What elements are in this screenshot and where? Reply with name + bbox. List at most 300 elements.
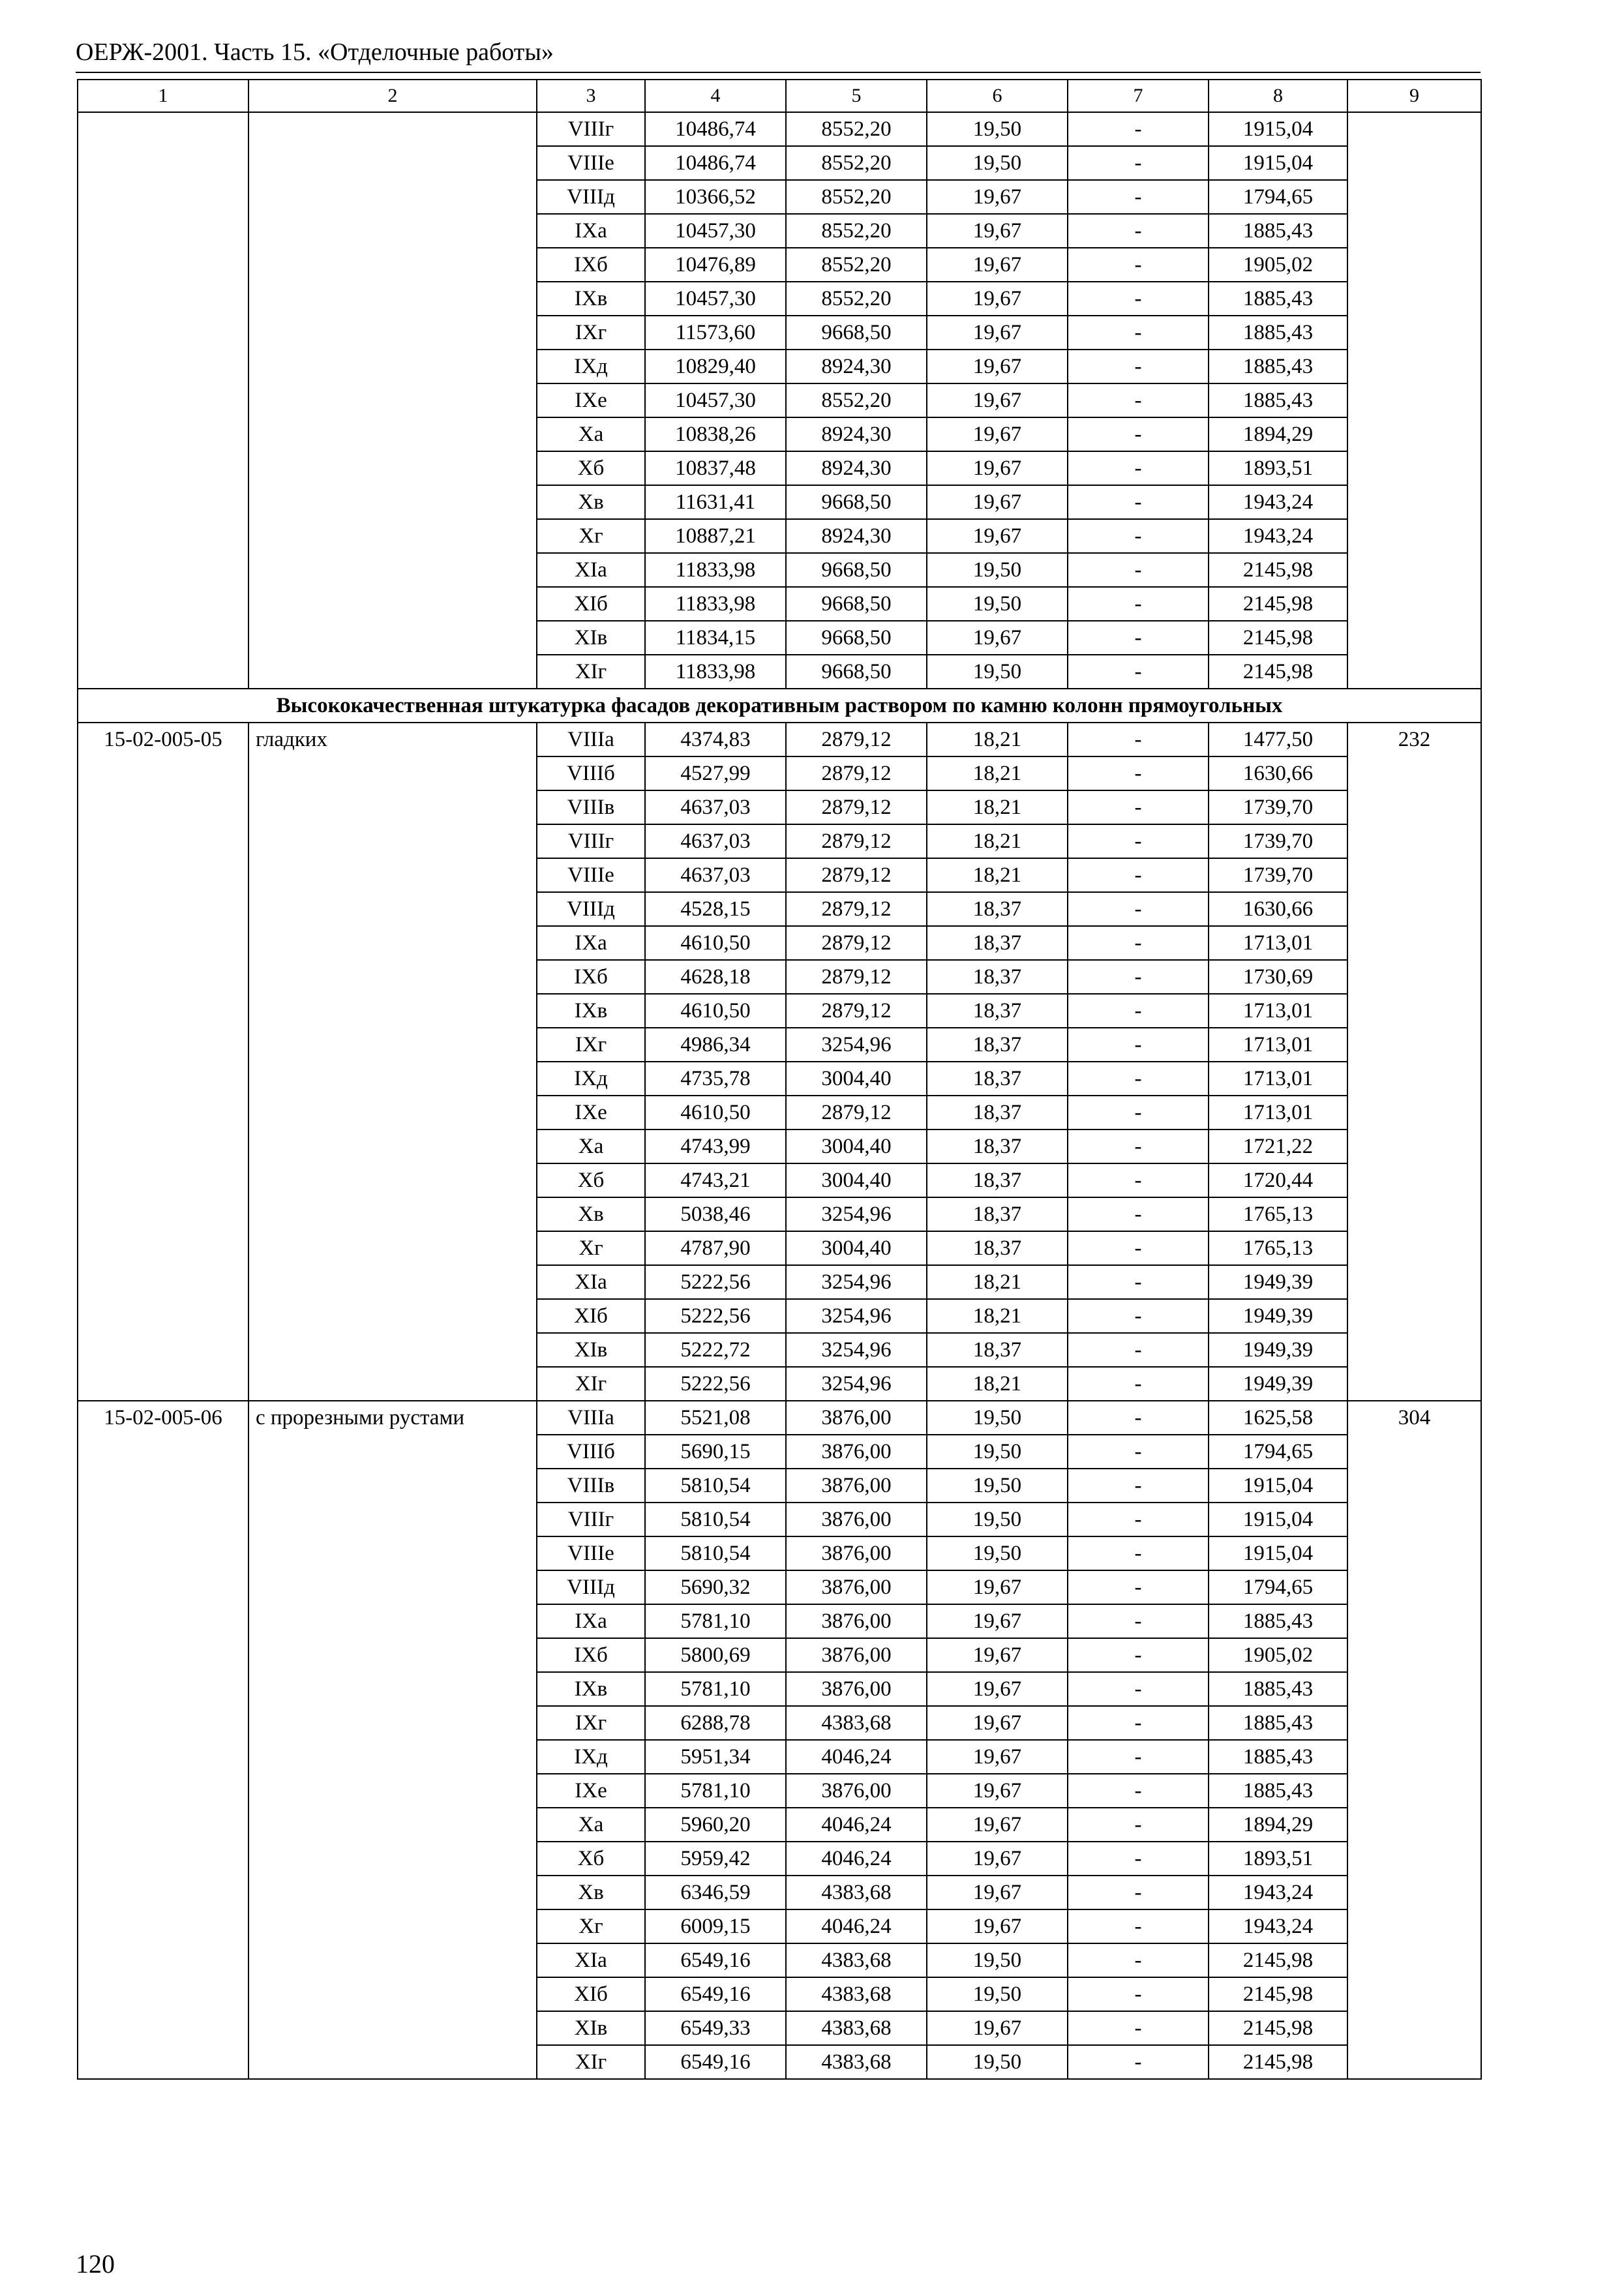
value-cell: 3004,40 (786, 1231, 927, 1265)
value-cell: - (1068, 1740, 1209, 1774)
value-cell: - (1068, 417, 1209, 451)
value-cell: 2879,12 (786, 756, 927, 790)
rates-table (77, 79, 1482, 2080)
value-cell: Xб (537, 1163, 645, 1197)
value-cell: - (1068, 1333, 1209, 1367)
value-cell: - (1068, 1570, 1209, 1604)
value-cell: 8552,20 (786, 214, 927, 248)
value-cell: 2879,12 (786, 790, 927, 824)
value-cell: 1943,24 (1209, 1876, 1347, 1909)
value-cell: 19,67 (927, 214, 1068, 248)
value-cell: 19,67 (927, 383, 1068, 417)
value-cell: 9668,50 (786, 655, 927, 689)
value-cell: 19,67 (927, 417, 1068, 451)
value-cell: 2145,98 (1209, 655, 1347, 689)
value-cell: 1949,39 (1209, 1299, 1347, 1333)
value-cell: 2145,98 (1209, 587, 1347, 621)
value-cell: 1949,39 (1209, 1265, 1347, 1299)
value-cell: 11833,98 (645, 655, 786, 689)
value-cell: XIг (537, 2045, 645, 2079)
value-cell: 18,37 (927, 1028, 1068, 1062)
value-cell: 19,50 (927, 112, 1068, 146)
value-cell: - (1068, 2045, 1209, 2079)
value-cell: 18,21 (927, 723, 1068, 756)
page-number: 120 (76, 2249, 115, 2279)
value-cell: 2879,12 (786, 1096, 927, 1130)
value-cell: 5038,46 (645, 1197, 786, 1231)
column-number-cell: 5 (786, 80, 927, 112)
value-cell: 18,37 (927, 1130, 1068, 1163)
value-cell: - (1068, 248, 1209, 282)
value-cell: - (1068, 1163, 1209, 1197)
value-cell: 2879,12 (786, 960, 927, 994)
value-cell: 1885,43 (1209, 350, 1347, 383)
value-cell: 19,67 (927, 1604, 1068, 1638)
value-cell: Xг (537, 519, 645, 553)
value-cell: 1893,51 (1209, 451, 1347, 485)
value-cell: 11834,15 (645, 621, 786, 655)
value-cell: 1915,04 (1209, 1503, 1347, 1536)
value-cell: 1730,69 (1209, 960, 1347, 994)
value-cell: 5781,10 (645, 1604, 786, 1638)
value-cell: Xб (537, 1842, 645, 1876)
value-cell: 4046,24 (786, 1909, 927, 1943)
value-cell: 1713,01 (1209, 926, 1347, 960)
value-cell: 5222,72 (645, 1333, 786, 1367)
value-cell: IXд (537, 1062, 645, 1096)
value-cell: 18,21 (927, 858, 1068, 892)
value-cell: 1720,44 (1209, 1163, 1347, 1197)
value-cell: 19,50 (927, 1536, 1068, 1570)
value-cell: 19,67 (927, 1638, 1068, 1672)
column-number-cell: 3 (537, 80, 645, 112)
rate-code-cell: 15-02-005-06 (78, 1401, 248, 2079)
value-cell: Xб (537, 451, 645, 485)
value-cell: - (1068, 1943, 1209, 1977)
value-cell: IXе (537, 1774, 645, 1808)
value-cell: Xг (537, 1909, 645, 1943)
value-cell: - (1068, 1706, 1209, 1740)
value-cell: 19,67 (927, 485, 1068, 519)
value-cell: 3876,00 (786, 1570, 927, 1604)
value-cell: 19,67 (927, 282, 1068, 316)
rate-code-cell (78, 112, 248, 689)
value-cell: 19,50 (927, 2045, 1068, 2079)
value-cell: 1794,65 (1209, 1570, 1347, 1604)
value-cell: - (1068, 994, 1209, 1028)
value-cell: Xа (537, 417, 645, 451)
value-cell: 8552,20 (786, 146, 927, 180)
value-cell: - (1068, 926, 1209, 960)
value-cell: 4610,50 (645, 1096, 786, 1130)
value-cell: 1625,58 (1209, 1401, 1347, 1435)
value-cell: - (1068, 1231, 1209, 1265)
value-cell: IXг (537, 1028, 645, 1062)
value-cell: 19,67 (927, 1706, 1068, 1740)
value-cell: 5800,69 (645, 1638, 786, 1672)
value-cell: 1630,66 (1209, 756, 1347, 790)
column-number-row (78, 80, 1481, 112)
value-cell: 19,50 (927, 553, 1068, 587)
value-cell: 4046,24 (786, 1842, 927, 1876)
value-cell: 1943,24 (1209, 519, 1347, 553)
value-cell: - (1068, 1808, 1209, 1842)
value-cell: - (1068, 1062, 1209, 1096)
value-cell: - (1068, 350, 1209, 383)
value-cell: 8552,20 (786, 112, 927, 146)
value-cell: 2145,98 (1209, 2011, 1347, 2045)
value-cell: - (1068, 451, 1209, 485)
value-cell: 1915,04 (1209, 112, 1347, 146)
value-cell: 18,37 (927, 1062, 1068, 1096)
value-cell: - (1068, 892, 1209, 926)
value-cell: 18,37 (927, 1333, 1068, 1367)
value-cell: 6549,16 (645, 2045, 786, 2079)
value-cell: IXа (537, 926, 645, 960)
value-cell: 3004,40 (786, 1062, 927, 1096)
value-cell: - (1068, 1299, 1209, 1333)
column-number-cell: 2 (248, 80, 537, 112)
value-cell: 3004,40 (786, 1130, 927, 1163)
value-cell: 18,21 (927, 790, 1068, 824)
value-cell: VIIIд (537, 1570, 645, 1604)
value-cell: VIIIе (537, 858, 645, 892)
value-cell: 6346,59 (645, 1876, 786, 1909)
value-cell: 1713,01 (1209, 1062, 1347, 1096)
value-cell: 3876,00 (786, 1604, 927, 1638)
value-cell: IXа (537, 214, 645, 248)
value-cell: 8924,30 (786, 350, 927, 383)
value-cell: 10457,30 (645, 383, 786, 417)
value-cell: 2879,12 (786, 824, 927, 858)
value-cell: 5222,56 (645, 1367, 786, 1401)
value-cell: - (1068, 1367, 1209, 1401)
value-cell: XIв (537, 621, 645, 655)
value-cell: 3876,00 (786, 1638, 927, 1672)
value-cell: 4383,68 (786, 1876, 927, 1909)
value-cell: 1885,43 (1209, 214, 1347, 248)
value-cell: - (1068, 858, 1209, 892)
value-cell: 6009,15 (645, 1909, 786, 1943)
value-cell: 3876,00 (786, 1435, 927, 1469)
value-cell: 1949,39 (1209, 1367, 1347, 1401)
value-cell: 4743,99 (645, 1130, 786, 1163)
value-cell: Xв (537, 1197, 645, 1231)
value-cell: 11631,41 (645, 485, 786, 519)
column-9-cell: 304 (1347, 1401, 1481, 2079)
value-cell: VIIIе (537, 1536, 645, 1570)
value-cell: 4383,68 (786, 2011, 927, 2045)
value-cell: 1949,39 (1209, 1333, 1347, 1367)
value-cell: 18,37 (927, 1163, 1068, 1197)
value-cell: XIб (537, 1977, 645, 2011)
value-cell: 18,37 (927, 1197, 1068, 1231)
value-cell: 2879,12 (786, 858, 927, 892)
value-cell: - (1068, 1096, 1209, 1130)
value-cell: 19,67 (927, 1672, 1068, 1706)
value-cell: 2879,12 (786, 926, 927, 960)
value-cell: IXг (537, 1706, 645, 1740)
value-cell: - (1068, 316, 1209, 350)
value-cell: IXв (537, 1672, 645, 1706)
value-cell: 18,21 (927, 1367, 1068, 1401)
value-cell: XIа (537, 553, 645, 587)
value-cell: 1739,70 (1209, 790, 1347, 824)
value-cell: XIа (537, 1265, 645, 1299)
value-cell: 1713,01 (1209, 994, 1347, 1028)
column-number-cell: 8 (1209, 80, 1347, 112)
value-cell: 11833,98 (645, 553, 786, 587)
value-cell: - (1068, 214, 1209, 248)
value-cell: 1915,04 (1209, 1469, 1347, 1503)
value-cell: 1765,13 (1209, 1231, 1347, 1265)
value-cell: 10457,30 (645, 214, 786, 248)
value-cell: 3004,40 (786, 1163, 927, 1197)
value-cell: 4046,24 (786, 1808, 927, 1842)
rate-code-cell: 15-02-005-05 (78, 723, 248, 1401)
value-cell: 19,67 (927, 1570, 1068, 1604)
value-cell: 18,37 (927, 994, 1068, 1028)
value-cell: 3254,96 (786, 1028, 927, 1062)
value-cell: 2145,98 (1209, 1977, 1347, 2011)
value-cell: - (1068, 1536, 1209, 1570)
value-cell: IXв (537, 282, 645, 316)
value-cell: 10486,74 (645, 112, 786, 146)
value-cell: - (1068, 485, 1209, 519)
value-cell: 11833,98 (645, 587, 786, 621)
value-cell: 4610,50 (645, 926, 786, 960)
value-cell: 1713,01 (1209, 1028, 1347, 1062)
value-cell: 10366,52 (645, 180, 786, 214)
value-cell: 4383,68 (786, 2045, 927, 2079)
value-cell: VIIIа (537, 723, 645, 756)
value-cell: XIа (537, 1943, 645, 1977)
value-cell: 3254,96 (786, 1299, 927, 1333)
value-cell: 4986,34 (645, 1028, 786, 1062)
value-cell: 19,50 (927, 1401, 1068, 1435)
value-cell: - (1068, 1028, 1209, 1062)
value-cell: 19,50 (927, 1943, 1068, 1977)
column-9-cell: 232 (1347, 723, 1481, 1401)
value-cell: 1885,43 (1209, 383, 1347, 417)
value-cell: 5781,10 (645, 1672, 786, 1706)
value-cell: - (1068, 383, 1209, 417)
value-cell: XIб (537, 587, 645, 621)
value-cell: - (1068, 1401, 1209, 1435)
value-cell: XIб (537, 1299, 645, 1333)
value-cell: - (1068, 1197, 1209, 1231)
section-title-row (78, 689, 1481, 723)
value-cell: 1721,22 (1209, 1130, 1347, 1163)
value-cell: IXа (537, 1604, 645, 1638)
column-9-cell (1347, 112, 1481, 689)
value-cell: 19,67 (927, 451, 1068, 485)
value-cell: 1794,65 (1209, 1435, 1347, 1469)
value-cell: - (1068, 112, 1209, 146)
value-cell: 19,67 (927, 1808, 1068, 1842)
value-cell: 19,50 (927, 1435, 1068, 1469)
value-cell: 4637,03 (645, 824, 786, 858)
value-cell: - (1068, 180, 1209, 214)
value-cell: 1885,43 (1209, 1740, 1347, 1774)
value-cell: 18,37 (927, 892, 1068, 926)
value-cell: 19,67 (927, 2011, 1068, 2045)
value-cell: 4637,03 (645, 790, 786, 824)
column-number-cell: 1 (78, 80, 248, 112)
value-cell: 10838,26 (645, 417, 786, 451)
value-cell: 1905,02 (1209, 248, 1347, 282)
work-name-cell: с прорезными рустами (248, 1401, 537, 2079)
value-cell: VIIIв (537, 790, 645, 824)
value-cell: 18,21 (927, 824, 1068, 858)
value-cell: 9668,50 (786, 485, 927, 519)
value-cell: 5810,54 (645, 1536, 786, 1570)
value-cell: VIIIг (537, 112, 645, 146)
value-cell: 1885,43 (1209, 1706, 1347, 1740)
value-cell: 1885,43 (1209, 282, 1347, 316)
value-cell: - (1068, 1977, 1209, 2011)
value-cell: 5960,20 (645, 1808, 786, 1842)
value-cell: 19,67 (927, 1909, 1068, 1943)
value-cell: - (1068, 587, 1209, 621)
value-cell: 5810,54 (645, 1469, 786, 1503)
value-cell: 8924,30 (786, 417, 927, 451)
value-cell: - (1068, 1130, 1209, 1163)
value-cell: 1905,02 (1209, 1638, 1347, 1672)
work-name-cell: гладких (248, 723, 537, 1401)
value-cell: - (1068, 1435, 1209, 1469)
value-cell: 2145,98 (1209, 553, 1347, 587)
value-cell: 3254,96 (786, 1367, 927, 1401)
value-cell: 1915,04 (1209, 146, 1347, 180)
value-cell: 1713,01 (1209, 1096, 1347, 1130)
value-cell: - (1068, 1503, 1209, 1536)
value-cell: VIIIд (537, 892, 645, 926)
value-cell: 6549,16 (645, 1977, 786, 2011)
value-cell: 3876,00 (786, 1536, 927, 1570)
value-cell: 4374,83 (645, 723, 786, 756)
value-cell: 19,67 (927, 1842, 1068, 1876)
value-cell: 9668,50 (786, 621, 927, 655)
value-cell: 1893,51 (1209, 1842, 1347, 1876)
column-number-cell: 7 (1068, 80, 1209, 112)
value-cell: VIIIа (537, 1401, 645, 1435)
value-cell: 19,50 (927, 1977, 1068, 2011)
value-cell: - (1068, 146, 1209, 180)
value-cell: Xа (537, 1130, 645, 1163)
value-cell: 2879,12 (786, 994, 927, 1028)
value-cell: 19,67 (927, 621, 1068, 655)
value-cell: 2879,12 (786, 892, 927, 926)
value-cell: 19,67 (927, 1774, 1068, 1808)
value-cell: 1630,66 (1209, 892, 1347, 926)
value-cell: 5959,42 (645, 1842, 786, 1876)
value-cell: IXб (537, 960, 645, 994)
value-cell: 5521,08 (645, 1401, 786, 1435)
page-header-title: ОЕРЖ-2001. Часть 15. «Отделочные работы» (76, 38, 554, 66)
value-cell: 3876,00 (786, 1469, 927, 1503)
value-cell: 19,50 (927, 587, 1068, 621)
value-cell: 2145,98 (1209, 2045, 1347, 2079)
value-cell: 18,21 (927, 1299, 1068, 1333)
value-cell: - (1068, 655, 1209, 689)
value-cell: - (1068, 519, 1209, 553)
value-cell: 1477,50 (1209, 723, 1347, 756)
value-cell: 1894,29 (1209, 1808, 1347, 1842)
value-cell: 19,67 (927, 180, 1068, 214)
value-cell: - (1068, 1774, 1209, 1808)
value-cell: - (1068, 723, 1209, 756)
value-cell: 4628,18 (645, 960, 786, 994)
value-cell: 5810,54 (645, 1503, 786, 1536)
value-cell: 10486,74 (645, 146, 786, 180)
value-cell: 1765,13 (1209, 1197, 1347, 1231)
value-cell: 4046,24 (786, 1740, 927, 1774)
column-number-cell: 4 (645, 80, 786, 112)
value-cell: 1943,24 (1209, 485, 1347, 519)
value-cell: - (1068, 1638, 1209, 1672)
value-cell: 18,37 (927, 1096, 1068, 1130)
value-cell: 2145,98 (1209, 1943, 1347, 1977)
value-cell: 19,67 (927, 1740, 1068, 1774)
value-cell: 9668,50 (786, 553, 927, 587)
value-cell: 10829,40 (645, 350, 786, 383)
table-row (78, 1401, 1481, 1435)
column-number-cell: 9 (1347, 80, 1481, 112)
value-cell: 8552,20 (786, 248, 927, 282)
table-row (78, 723, 1481, 756)
value-cell: 19,50 (927, 1469, 1068, 1503)
value-cell: 5781,10 (645, 1774, 786, 1808)
value-cell: 1739,70 (1209, 824, 1347, 858)
value-cell: VIIIв (537, 1469, 645, 1503)
value-cell: 3876,00 (786, 1503, 927, 1536)
value-cell: 18,37 (927, 1231, 1068, 1265)
value-cell: 1943,24 (1209, 1909, 1347, 1943)
value-cell: 18,21 (927, 756, 1068, 790)
value-cell: 6549,33 (645, 2011, 786, 2045)
value-cell: 1885,43 (1209, 1672, 1347, 1706)
value-cell: 5690,32 (645, 1570, 786, 1604)
value-cell: 3254,96 (786, 1333, 927, 1367)
value-cell: 3876,00 (786, 1401, 927, 1435)
value-cell: 19,67 (927, 248, 1068, 282)
value-cell: 4735,78 (645, 1062, 786, 1096)
value-cell: 4383,68 (786, 1977, 927, 2011)
value-cell: XIв (537, 1333, 645, 1367)
value-cell: 9668,50 (786, 316, 927, 350)
value-cell: 1739,70 (1209, 858, 1347, 892)
value-cell: IXе (537, 1096, 645, 1130)
value-cell: 10887,21 (645, 519, 786, 553)
value-cell: 8552,20 (786, 383, 927, 417)
value-cell: 19,50 (927, 655, 1068, 689)
value-cell: XIг (537, 655, 645, 689)
value-cell: 5951,34 (645, 1740, 786, 1774)
value-cell: 10457,30 (645, 282, 786, 316)
value-cell: 19,67 (927, 519, 1068, 553)
value-cell: 1894,29 (1209, 417, 1347, 451)
value-cell: 10837,48 (645, 451, 786, 485)
section-title: Высококачественная штукатурка фасадов декоративным раствором по камню колонн прямоугольных (78, 689, 1481, 723)
value-cell: 18,37 (927, 960, 1068, 994)
value-cell: 1794,65 (1209, 180, 1347, 214)
value-cell: 4527,99 (645, 756, 786, 790)
value-cell: 11573,60 (645, 316, 786, 350)
value-cell: XIв (537, 2011, 645, 2045)
value-cell: 3254,96 (786, 1265, 927, 1299)
value-cell: - (1068, 1909, 1209, 1943)
